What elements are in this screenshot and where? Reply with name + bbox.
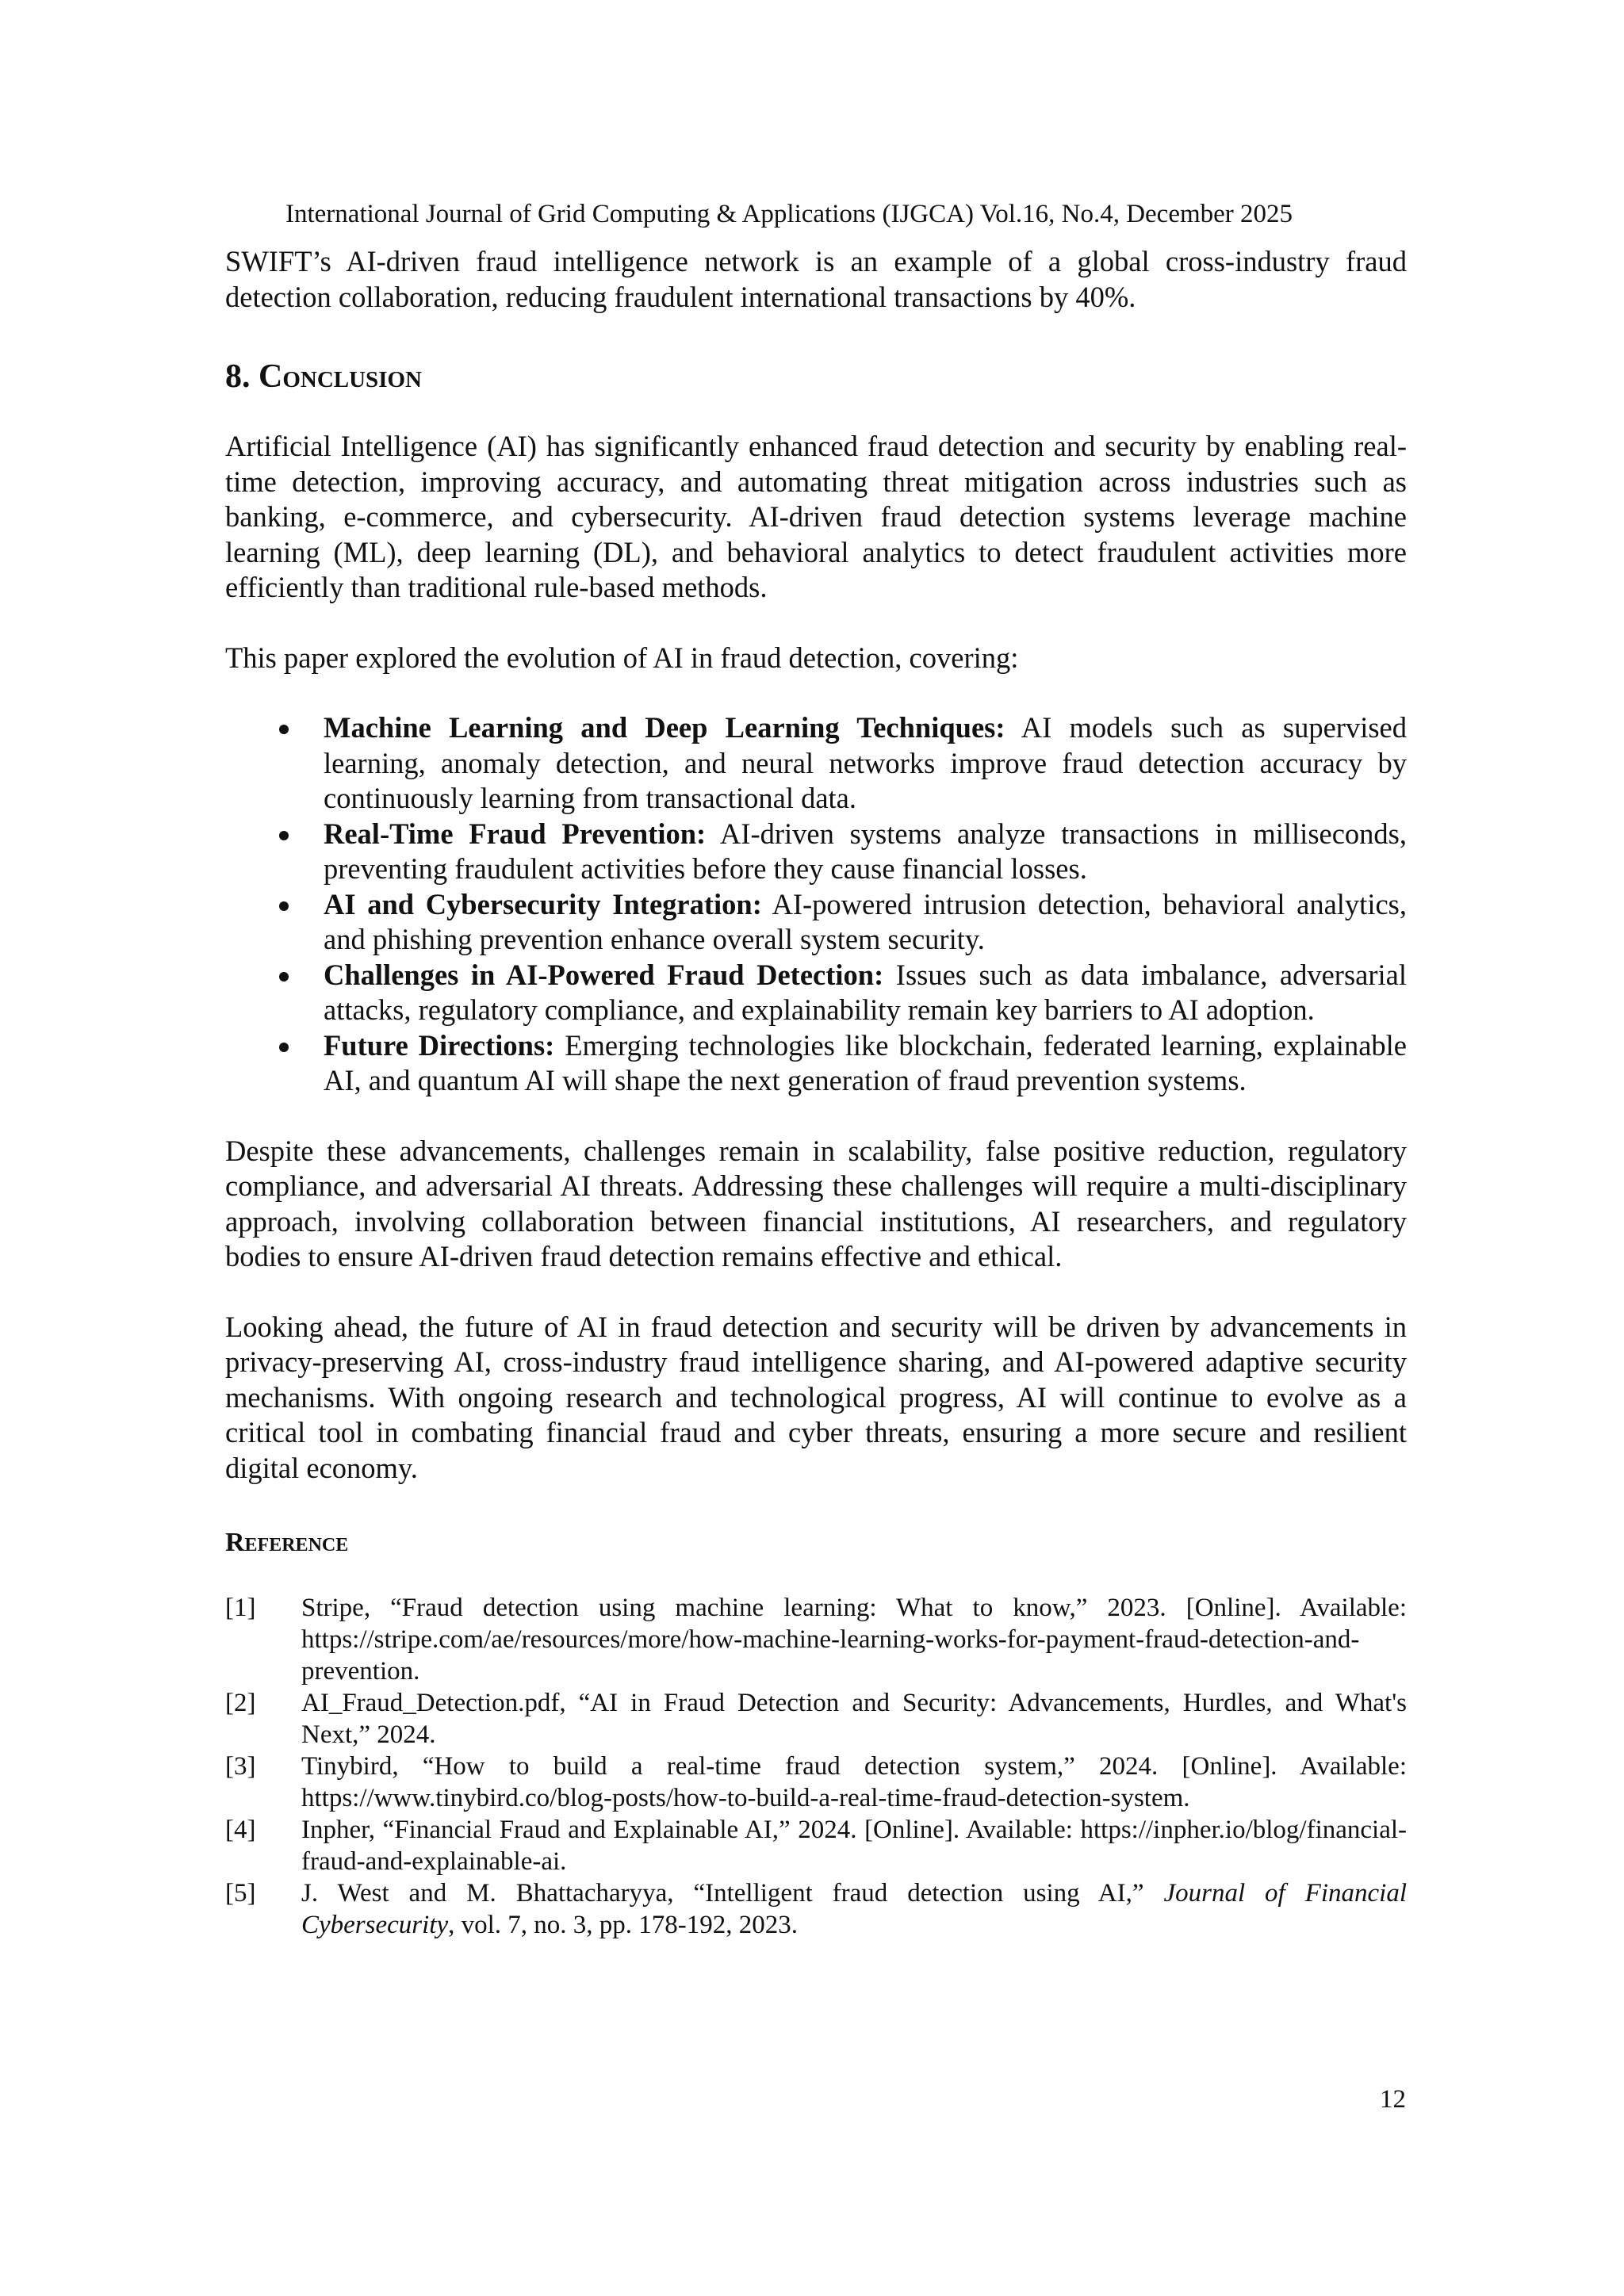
page-number: 12	[1380, 2085, 1406, 2114]
list-item-text: AI-driven systems analyze transactions in milliseconds, preventing fraudulent activities before they cause financial losses.	[324, 817, 1408, 885]
reference-number: [4]	[225, 1816, 256, 1844]
reference-item	[225, 1751, 1407, 1814]
list-item-term: Real-Time Fraud Prevention:	[324, 817, 707, 850]
reference-number: [1]	[225, 1594, 256, 1622]
intro-paragraph: SWIFT’s AI-driven fraud intelligence network is an example of a global cross-industry fraud detection collaboration, reducing fraudulent international transactions by 40%.	[225, 245, 1407, 313]
section-heading	[225, 356, 1407, 397]
bullet-icon	[279, 831, 289, 840]
list-item-text: AI-powered intrusion detection, behavioral analytics, and phishing prevention enhance overall system security.	[324, 887, 1407, 955]
bullet-icon	[279, 901, 289, 911]
bullet-icon	[279, 725, 289, 734]
list-item	[225, 887, 1407, 958]
reference-text: Inpher, “Financial Fraud and Explainable AI,” 2024. [Online]. Available: https://inpher.io/blog/financial-fraud-and-explainable-ai.	[301, 1816, 1407, 1876]
reference-text: AI_Fraud_Detection.pdf, “AI in Fraud Detection and Security: Advancements, Hurdles, and What's Next,” 2024.	[301, 1689, 1407, 1749]
list-item-text: AI models such as supervised learning, anomaly detection, and neural networks improve fraud detection accuracy by continuously learning from transactional data.	[324, 711, 1407, 814]
list-item-term: Machine Learning and Deep Learning Techniques:	[324, 711, 1005, 744]
contributions-list	[225, 710, 1407, 1099]
reference-text-details: , vol. 7, no. 3, pp. 178-192, 2023.	[448, 1911, 799, 1939]
reference-item	[225, 1877, 1407, 1941]
conclusion-paragraph-4: Looking ahead, the future of AI in fraud detection and security will be driven by advancements in privacy-preserving AI, cross-industry fraud intelligence sharing, and AI-powered adaptive security mechanisms. With ongoing research and technological progress, AI will continue to evolve as a critical tool in combating financial fraud and cyber threats, ensuring a more secure and resilient digital economy.	[225, 1310, 1407, 1484]
references-heading: Reference	[225, 1528, 349, 1557]
reference-number: [5]	[225, 1879, 256, 1908]
references-list	[225, 1592, 1407, 1941]
reference-number: [3]	[225, 1752, 256, 1781]
list-item	[225, 817, 1407, 887]
reference-item	[225, 1687, 1407, 1751]
reference-text: Tinybird, “How to build a real-time fraud detection system,” 2024. [Online]. Available: https://www.tinybird.co/blog-posts/how-to-build-a-real-time-fraud-detection-system.	[301, 1752, 1407, 1812]
list-item	[225, 1028, 1407, 1099]
list-item-text: Emerging technologies like blockchain, federated learning, explainable AI, and quantum AI will shape the next generation of fraud prevention systems.	[324, 1028, 1407, 1096]
bullet-icon	[279, 972, 289, 982]
list-item	[225, 710, 1407, 817]
reference-number: [2]	[225, 1689, 256, 1717]
reference-item	[225, 1814, 1407, 1877]
reference-text: Stripe, “Fraud detection using machine learning: What to know,” 2023. [Online]. Available: https://stripe.com/ae/resources/more/how-machine-learning-works-for-payment-fraud-detection-and-prevention.	[301, 1594, 1407, 1686]
page-content	[225, 244, 1407, 1941]
section-number: 8.	[225, 358, 251, 395]
conclusion-paragraph-1: Artificial Intelligence (AI) has significantly enhanced fraud detection and security by enabling real-time detection, improving accuracy, and automating threat mitigation across industries such as banking, e-commerce, and cybersecurity. AI-driven fraud detection systems leverage machine learning (ML), deep learning (DL), and behavioral analytics to detect fraudulent activities more efficiently than traditional rule-based methods.	[225, 430, 1407, 603]
bullet-icon	[279, 1043, 289, 1052]
list-item-term: AI and Cybersecurity Integration:	[324, 887, 762, 920]
list-item	[225, 958, 1407, 1028]
list-item-term: Challenges in AI-Powered Fraud Detection:	[324, 958, 884, 991]
conclusion-paragraph-3: Despite these advancements, challenges remain in scalability, false positive reduction, regulatory compliance, and adversarial AI threats. Addressing these challenges will require a multi-disciplinary approach, involving collaboration between financial institutions, AI researchers, and regulatory bodies to ensure AI-driven fraud detection remains effective and ethical.	[225, 1134, 1407, 1272]
list-item-term: Future Directions:	[324, 1028, 555, 1062]
section-title: Conclusion	[259, 358, 422, 395]
list-item-text: Issues such as data imbalance, adversarial attacks, regulatory compliance, and explainability remain key barriers to AI adoption.	[324, 958, 1407, 1026]
running-header: International Journal of Grid Computing & Applications (IJGCA) Vol.16, No.4, December 2025	[285, 200, 1293, 228]
conclusion-paragraph-2: This paper explored the evolution of AI in fraud detection, covering:	[225, 641, 1019, 674]
reference-item	[225, 1592, 1407, 1687]
reference-text-authors: J. West and M. Bhattacharyya, “Intelligent fraud detection using AI,”	[301, 1879, 1164, 1908]
reference-journal: Journal of Financial Cybersecurity	[301, 1879, 1407, 1939]
